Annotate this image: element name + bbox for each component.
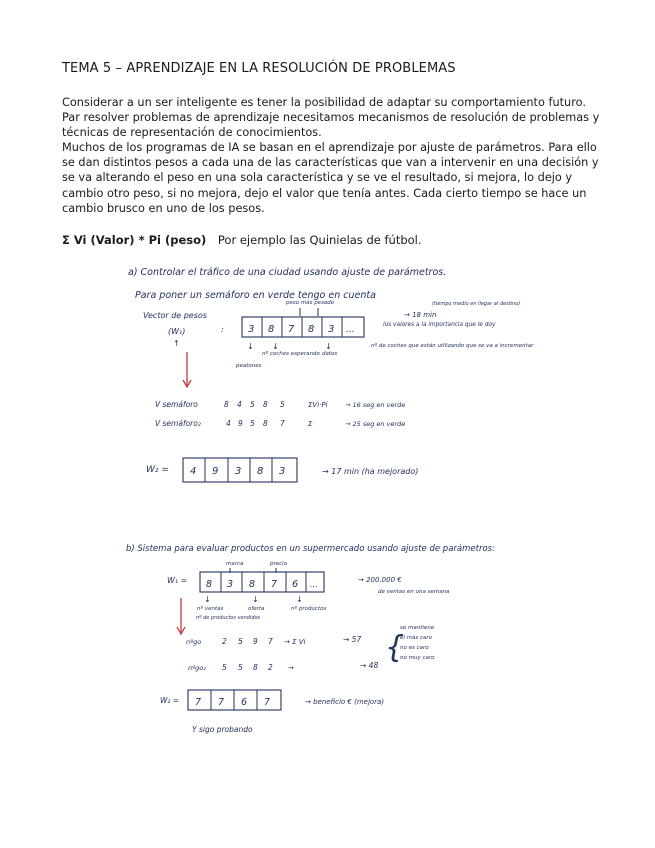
- new-result: → beneficio € (mejora): [305, 698, 385, 706]
- new-vector-label: W₂ =: [146, 465, 169, 475]
- weight-cell: 3: [235, 466, 242, 477]
- result-detail: de ventas en una semana: [378, 589, 450, 595]
- page-title: TEMA 5 – APRENDIZAJE EN LA RESOLUCIÓN DE PROBLEMAS: [62, 61, 456, 76]
- vector-label: W₁ =: [167, 576, 188, 585]
- row-value: 7: [268, 637, 273, 646]
- example-1-heading: a) Controlar el tráfico de una ciudad usando ajuste de parámetros.: [128, 267, 447, 278]
- down-arrow: ↓: [272, 342, 279, 351]
- paragraph-2: Muchos de los programas de IA se basan en el aprendizaje por ajuste de parámetros. Para ello se dan distintos pesos a cada una de las características que van a intervenir en una decisión y se va alterando el peso en una sola característica y se ve el resultado, si mejora, lo dejo y cambio otro peso, si no mejora, dejo el valor que tenía antes. Cada cierto tiempo se hace un cambio brusco en uno de los pesos.: [62, 141, 599, 215]
- annotation-top: peso más pesado: [286, 300, 335, 306]
- down-arrow: ↓: [204, 595, 211, 604]
- weight-cell: 8: [268, 324, 275, 335]
- new-weight-boxes-2: [188, 690, 281, 710]
- vector-label: Vector de pesos: [143, 311, 207, 320]
- row-value: 5: [238, 663, 243, 672]
- weight-boxes-2: [200, 572, 324, 592]
- curly-brace: {: [385, 630, 405, 665]
- caret-mark: ↑: [173, 339, 180, 348]
- weight-cell: 7: [288, 324, 295, 335]
- brace-note: el más caro: [400, 635, 433, 641]
- weight-cell: 3: [227, 579, 234, 590]
- brace-note: se mantiene: [400, 625, 435, 631]
- col-note: nº productos: [291, 606, 327, 612]
- row-result: ΣVi·Pi: [308, 401, 328, 409]
- row-value: 5: [238, 637, 243, 646]
- order-note: los valores a la importancia que le doy: [383, 322, 496, 328]
- result: → 200.000 €: [358, 576, 402, 584]
- formula: Σ Vi (Valor) * Pi (peso): [62, 233, 207, 247]
- row-value: 5: [222, 663, 227, 672]
- row-value: 2: [268, 663, 273, 672]
- weight-cell: 6: [241, 697, 248, 708]
- row-time: → 25 seg en verde: [345, 420, 406, 428]
- weight-cell: 7: [195, 697, 202, 708]
- row-value: 4: [237, 400, 242, 409]
- time-note: → 18 min: [404, 311, 437, 319]
- equals-sign: :: [221, 325, 224, 334]
- row-value: 8: [224, 400, 229, 409]
- row-value: 8: [263, 419, 268, 428]
- time-note-detail: (tiempo medio en llegar al destino): [432, 301, 521, 307]
- row-value: 5: [250, 419, 255, 428]
- down-arrow: ↓: [247, 342, 254, 351]
- row-score: → 57: [343, 635, 362, 644]
- brace-note: no es caro: [400, 645, 429, 651]
- paragraph-1: Considerar a un ser inteligente es tener la posibilidad de adaptar su comportamiento futuro. Par resolver problemas de aprendizaje necesitamos mecanismos de resolución de problemas y técnicas de representación de conocimientos.: [62, 96, 600, 140]
- weight-cell: 8: [257, 466, 264, 477]
- row-score: → 48: [360, 661, 379, 670]
- weight-boxes: [242, 317, 364, 337]
- weight-cell: 6: [292, 579, 299, 590]
- row-label: V semáforo₂: [155, 419, 201, 428]
- formula-note: Por ejemplo las Quinielas de fútbol.: [217, 233, 422, 247]
- row-value: 7: [280, 419, 285, 428]
- footer-note: Y sigo probando: [192, 725, 253, 734]
- row-value: 8: [263, 400, 268, 409]
- row-value: 2: [222, 637, 227, 646]
- weight-cell: 7: [264, 697, 271, 708]
- weight-cell: 7: [271, 579, 278, 590]
- weight-cell: 8: [249, 579, 256, 590]
- col-note: oferta: [248, 606, 265, 612]
- weight-cell: 3: [328, 324, 335, 335]
- row-label: V semáforo: [155, 400, 198, 409]
- brace-note: no muy caro: [400, 655, 435, 661]
- new-result: → 17 min (ha mejorado): [322, 467, 419, 476]
- col-note: nº coches esperando: [262, 351, 320, 357]
- weight-cell: 8: [206, 579, 213, 590]
- row-value: 5: [250, 400, 255, 409]
- new-vector-label: W₂ =: [160, 696, 180, 705]
- row-value: 5: [280, 400, 285, 409]
- example-1-subheading: Para poner un semáforo en verde tengo en cuenta: [135, 290, 376, 301]
- new-weight-boxes: [183, 458, 297, 482]
- weight-cell: 9: [212, 466, 219, 477]
- weight-cell: 4: [190, 466, 197, 477]
- row-value: 9: [253, 637, 258, 646]
- row-value: 8: [253, 663, 258, 672]
- weight-cell: 7: [218, 697, 225, 708]
- weight-cell: 3: [279, 466, 286, 477]
- row-value: 4: [226, 419, 231, 428]
- vector-name: (W₁): [168, 327, 186, 336]
- weight-cell: ...: [310, 580, 318, 589]
- col-note: nº ventas: [197, 606, 224, 612]
- example-1: [128, 267, 534, 482]
- row-value: 9: [238, 419, 243, 428]
- down-arrow: ↓: [252, 595, 259, 604]
- row-label: nºgo₂: [188, 664, 206, 672]
- weight-cell: ...: [346, 325, 355, 335]
- top-label: precio: [270, 561, 288, 567]
- down-arrow: ↓: [325, 342, 332, 351]
- example-2-heading: b) Sistema para evaluar productos en un supermercado usando ajuste de parámetros:: [126, 544, 495, 554]
- weight-cell: 3: [248, 324, 255, 335]
- side-note: nº de coches que están utilizando que se va a incrementar: [371, 343, 534, 349]
- weight-row-frame: [200, 572, 324, 592]
- row-label: nºgo: [186, 638, 202, 646]
- weight-cell: 8: [308, 324, 315, 335]
- left-note: nº de productos vendidos: [196, 615, 261, 621]
- top-label: marca: [226, 561, 244, 567]
- row-result: → Σ Vi: [284, 638, 306, 646]
- row-time: → 16 seg en verde: [345, 401, 406, 409]
- example-2: [126, 544, 495, 734]
- arrow: →: [288, 664, 294, 672]
- down-arrow: ↓: [296, 595, 303, 604]
- col-note: datos: [322, 351, 338, 357]
- row-result: Σ: [308, 420, 313, 428]
- col-note: peatones: [236, 363, 262, 369]
